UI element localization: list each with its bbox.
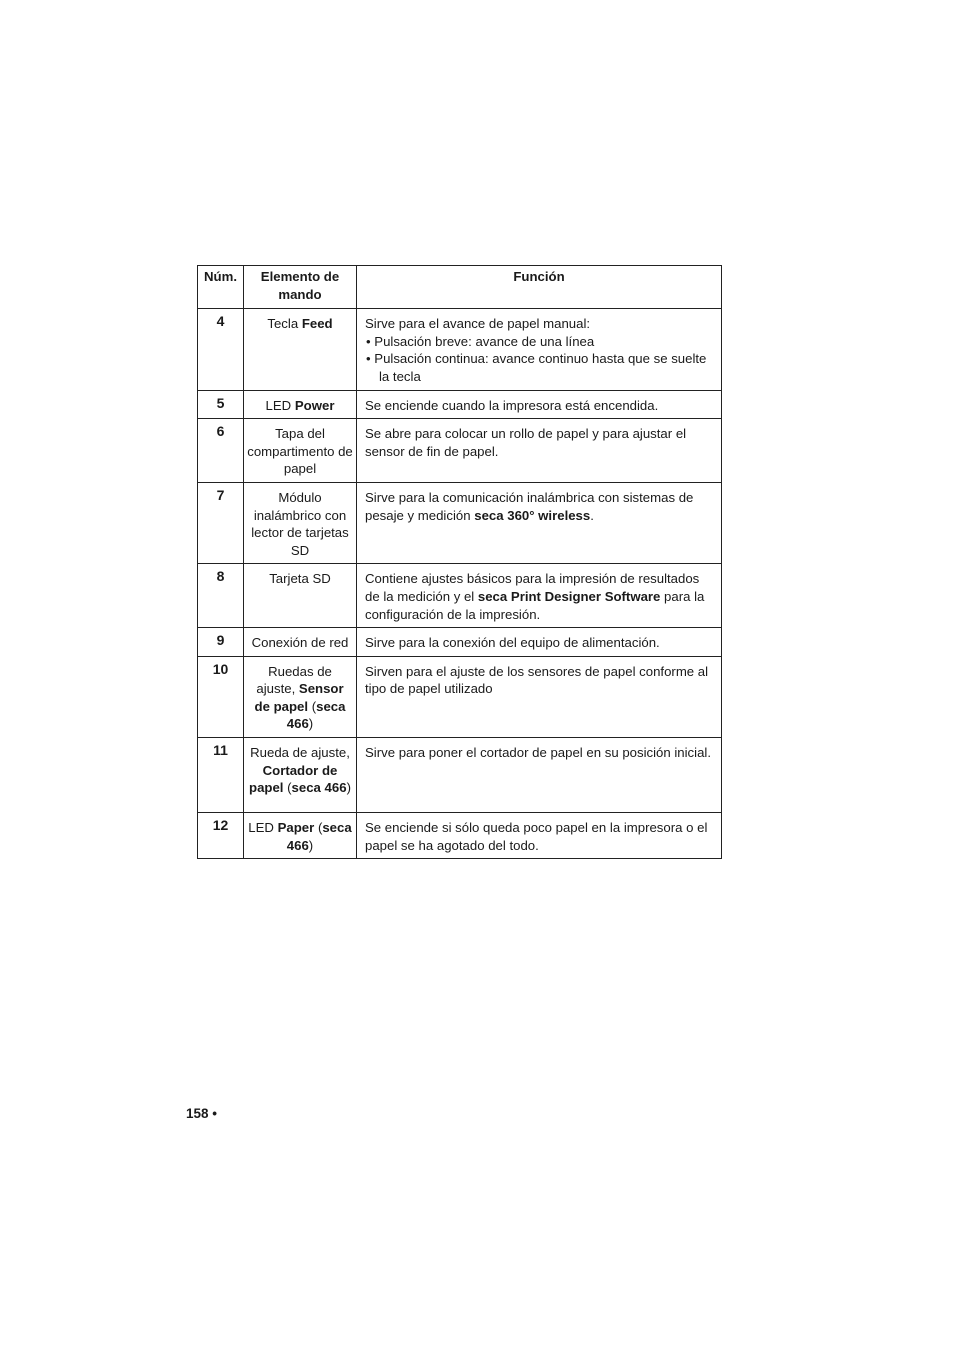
function-intro: Sirve para el avance de papel manual: [365, 316, 591, 332]
controls-table [197, 265, 722, 859]
row-function: Se enciende cuando la impresora está encendida. [357, 390, 722, 419]
row-num: 7 [198, 482, 244, 563]
row-num: 11 [198, 738, 244, 813]
table-row [198, 656, 722, 737]
header-element: Elemento de mando [244, 266, 357, 309]
row-function: Sirve para la conexión del equipo de alimentación. [357, 628, 722, 657]
row-element: LED Power [244, 390, 357, 419]
table-row [198, 482, 722, 563]
row-num: 5 [198, 390, 244, 419]
row-element: LED Paper (seca 466) [244, 813, 357, 859]
row-element: Conexión de red [244, 628, 357, 657]
bullet-item: • Pulsación continua: avance continuo hasta que se suelte la tecla [366, 351, 707, 384]
row-function: Se abre para colocar un rollo de papel y para ajustar el sensor de fin de papel. [357, 419, 722, 483]
table-row [198, 813, 722, 859]
row-num: 10 [198, 656, 244, 737]
bullet-item: • Pulsación breve: avance de una línea [366, 333, 595, 349]
row-element: Ruedas de ajuste, Sensor de papel (seca 466) [244, 656, 357, 737]
row-function: Sirven para el ajuste de los sensores de papel conforme al tipo de papel utilizado [357, 656, 722, 737]
table-row [198, 738, 722, 813]
row-function: Sirve para poner el cortador de papel en su posición inicial. [357, 738, 722, 813]
row-function: Se enciende si sólo queda poco papel en la impresora o el papel se ha agotado del todo. [357, 813, 722, 859]
row-num: 12 [198, 813, 244, 859]
page-number: 158 • [186, 1106, 218, 1121]
table-row [198, 309, 722, 390]
row-num: 6 [198, 419, 244, 483]
row-element: Tecla Feed [244, 309, 357, 390]
table-header-row [198, 266, 722, 309]
table-row [198, 390, 722, 419]
row-num: 8 [198, 564, 244, 628]
header-function: Función [357, 266, 722, 309]
header-num: Núm. [198, 266, 244, 309]
row-function [357, 309, 722, 390]
row-num: 4 [198, 309, 244, 390]
row-num: 9 [198, 628, 244, 657]
row-element: Tapa del compartimento de papel [244, 419, 357, 483]
table-row [198, 419, 722, 483]
row-element: Tarjeta SD [244, 564, 357, 628]
table-row [198, 564, 722, 628]
row-function: Contiene ajustes básicos para la impresión de resultados de la medición y el seca Print Designer Software para la configuración de la impresión. [357, 564, 722, 628]
row-function: Sirve para la comunicación inalámbrica con sistemas de pesaje y medición seca 360° wireless. [357, 482, 722, 563]
row-element: Módulo inalámbrico con lector de tarjetas SD [244, 482, 357, 563]
table-row [198, 628, 722, 657]
row-element: Rueda de ajuste, Cortador de papel (seca 466) [244, 738, 357, 813]
